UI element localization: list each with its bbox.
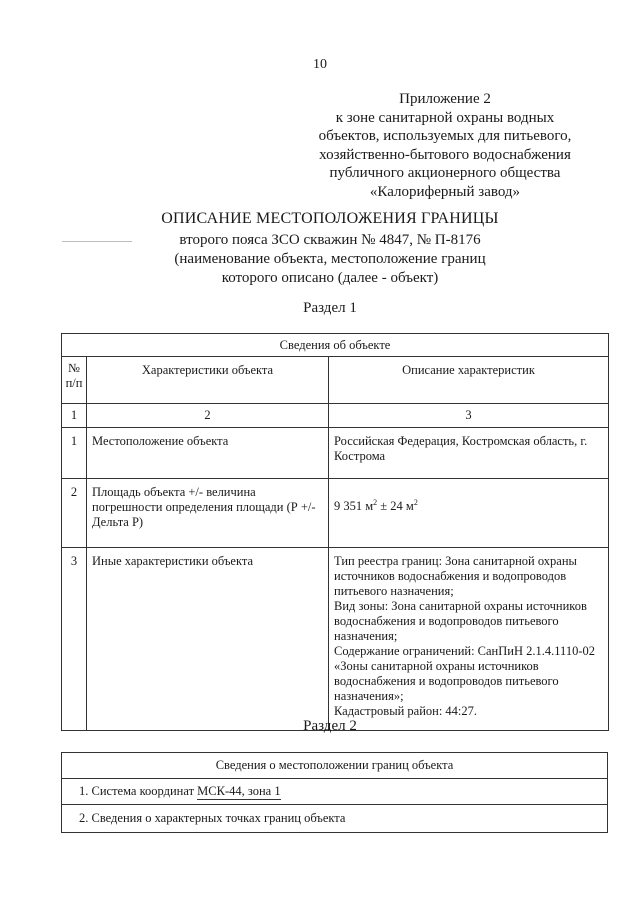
- subtitle-line: (наименование объекта, местоположение границ: [174, 251, 486, 267]
- appendix-line: объектов, используемых для питьевого,: [318, 128, 572, 144]
- coordinate-system-label: 1. Система координат: [79, 783, 198, 798]
- row-name: Местоположение объекта: [87, 428, 329, 479]
- coordinate-system-value: МСК-44, зона 1: [197, 783, 281, 798]
- row-description: [329, 548, 609, 731]
- page-number: 10: [313, 57, 327, 72]
- appendix-line: к зоне санитарной охраны водных: [335, 109, 555, 126]
- description-line: Тип реестра границ: Зона санитарной охраны источников водоснабжения и водопроводов питьевого назначения;: [334, 554, 577, 598]
- column-number-3: 3: [329, 404, 609, 428]
- header-characteristics: Характеристики объекта: [87, 357, 329, 404]
- row-description: Российская Федерация, Костромская область, г. Кострома: [329, 428, 609, 479]
- appendix-line: Приложение 2: [399, 91, 491, 107]
- section-2-heading: Раздел 2: [303, 718, 357, 734]
- column-number-1: 1: [62, 404, 87, 428]
- row-name: Площадь объекта +/- величина погрешности определения площади (Р +/- Дельта Р): [87, 479, 329, 548]
- appendix-line: «Калориферный завод»: [369, 183, 521, 200]
- appendix-block: [290, 90, 600, 201]
- row-number: 3: [62, 548, 87, 731]
- row-description: [329, 479, 609, 548]
- section-1-heading: Раздел 1: [303, 300, 357, 316]
- subtitle-line: второго пояса ЗСО скважин № 4847, № П-8176: [179, 232, 481, 248]
- table-caption: Сведения о местоположении границ объекта: [62, 753, 608, 779]
- row-number: 1: [62, 428, 87, 479]
- row-name: Иные характеристики объекта: [87, 548, 329, 731]
- area-value: 9 351 $м^2 \pm 24$ $м^2$: [334, 498, 418, 513]
- appendix-line: публичного акционерного общества: [329, 165, 561, 181]
- coordinate-system-item: [62, 779, 608, 805]
- row-number: 2: [62, 479, 87, 548]
- subtitle-line: которого описано (далее - объект): [221, 270, 439, 286]
- description-line: Кадастровый район: 44:27.: [334, 704, 478, 718]
- table-row: [62, 548, 609, 731]
- boundary-points-item: 2. Сведения о характерных точках границ объекта: [62, 805, 608, 833]
- document-title: ОПИСАНИЕ МЕСТОПОЛОЖЕНИЯ ГРАНИЦЫ: [161, 210, 499, 227]
- description-line: Вид зоны: Зона санитарной охраны источников водоснабжения и водопроводов питьевого назначения;: [334, 599, 587, 643]
- document-subtitle: [90, 231, 570, 288]
- table-caption: Сведения об объекте: [62, 334, 609, 357]
- table-row: [62, 479, 609, 548]
- column-number-2: 2: [87, 404, 329, 428]
- table-row: [62, 428, 609, 479]
- object-info-table: [61, 333, 609, 731]
- description-line: Содержание ограничений: СанПиН 2.1.4.1110-02 «Зоны санитарной охраны источников водоснабжения и водопроводов питьевого назначения»;: [334, 644, 595, 703]
- header-description: Описание характеристик: [329, 357, 609, 404]
- header-number: № п/п: [62, 357, 87, 404]
- boundary-info-table: [61, 752, 608, 833]
- appendix-line: хозяйственно-бытового водоснабжения: [319, 146, 571, 163]
